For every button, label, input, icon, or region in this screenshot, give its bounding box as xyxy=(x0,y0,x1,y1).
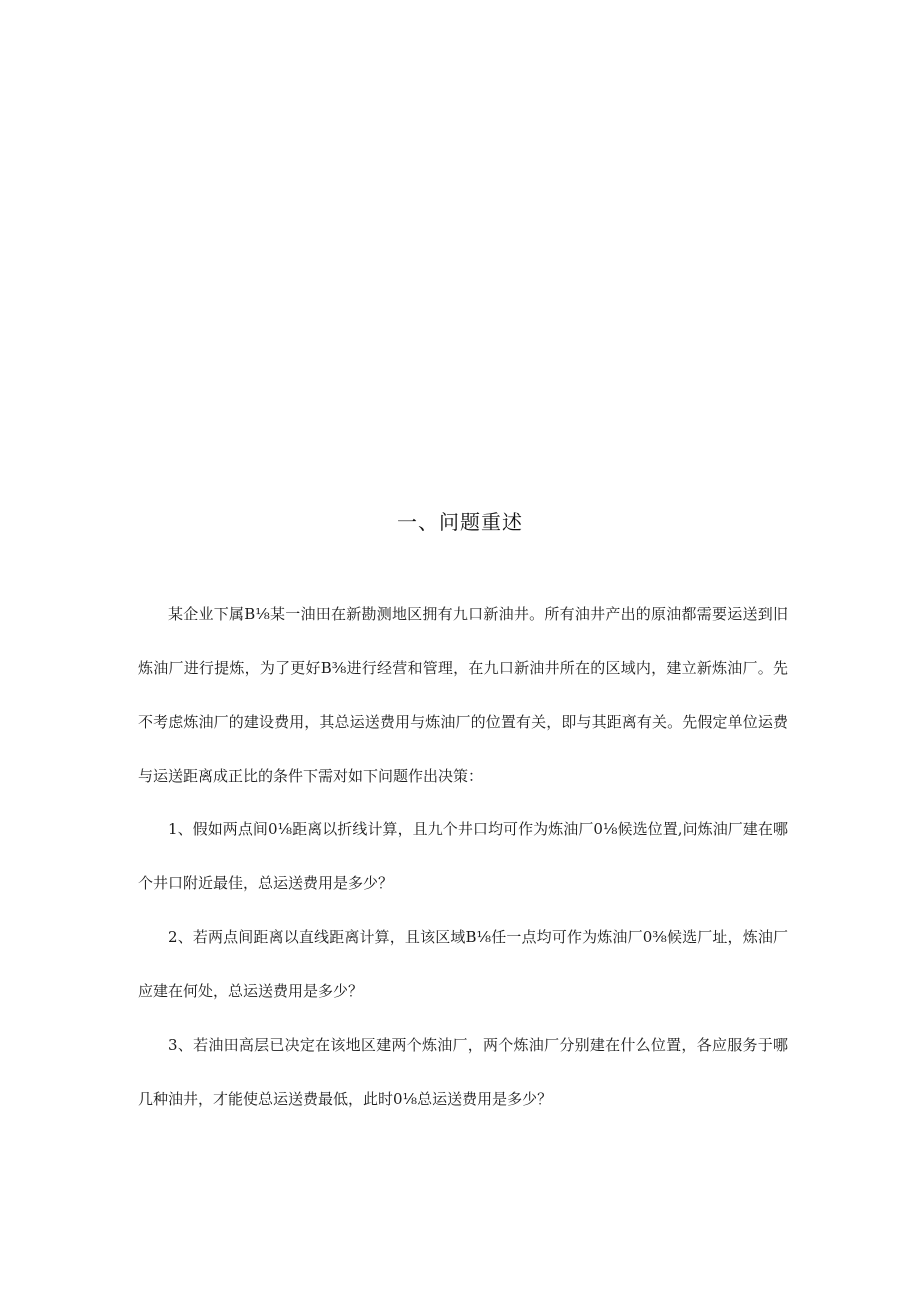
section-title: 一、问题重述 xyxy=(397,510,523,534)
question-3-paragraph: 3、若油田高层已决定在该地区建两个炼油厂，两个炼油厂分别建在什么位置，各应服务于哪几种油井，才能使总运送费最低，此时0⅛总运送费用是多少？ xyxy=(138,1036,788,1108)
question-1-block xyxy=(138,802,788,910)
intro-paragraph-block xyxy=(138,587,788,803)
question-2-block xyxy=(138,910,788,1018)
question-3-block xyxy=(138,1018,788,1126)
question-2-paragraph: 2、若两点间距离以直线距离计算，且该区域B⅛任一点均可作为炼油厂0⅜候选厂址，炼油厂应建在何处，总运送费用是多少？ xyxy=(138,928,788,1000)
question-1-paragraph: 1、假如两点间0⅛距离以折线计算，且九个井口均可作为炼油厂0⅛候选位置,问炼油厂建在哪个井口附近最佳，总运送费用是多少？ xyxy=(138,820,788,892)
intro-paragraph: 某企业下属B⅛某一油田在新勘测地区拥有九口新油井。所有油井产出的原油都需要运送到旧炼油厂进行提炼，为了更好B⅜进行经营和管理，在九口新油井所在的区域内，建立新炼油厂。先不考虑炼油厂的建设费用，其总运送费用与炼油厂的位置有关，即与其距离有关。先假定单位运费与运送距离成正比的条件下需对如下问题作出决策： xyxy=(138,605,788,785)
